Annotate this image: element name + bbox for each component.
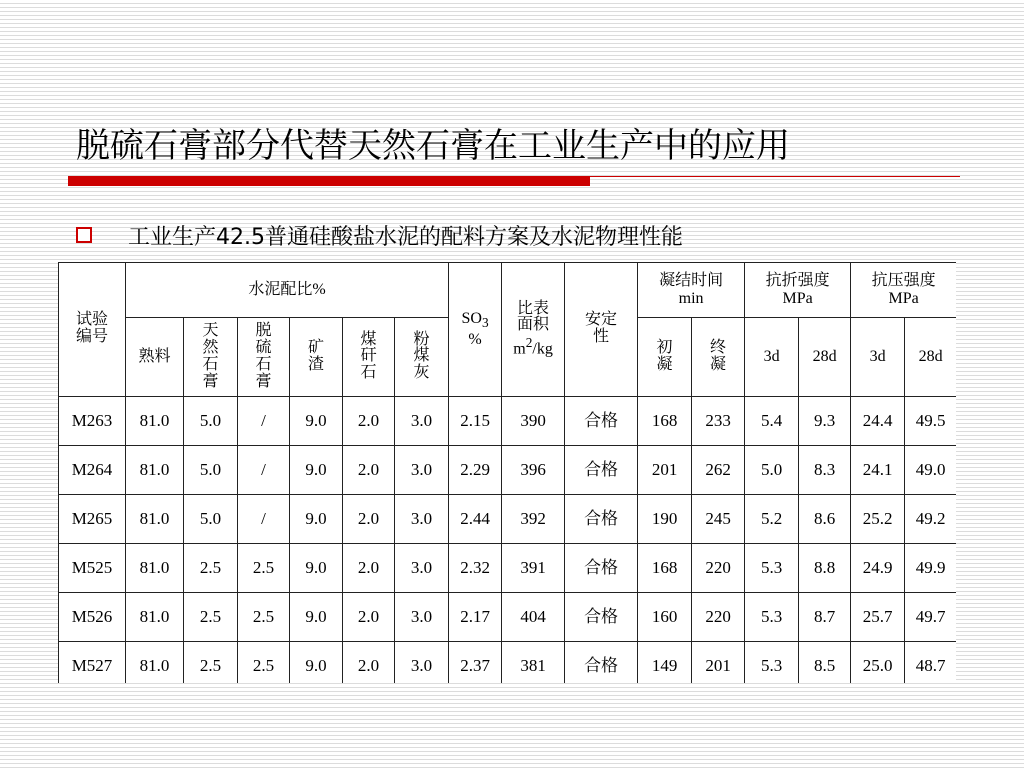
header-test-id: 试验编号 — [59, 263, 126, 397]
table-cell: 168 — [638, 397, 692, 446]
table-cell: 262 — [692, 446, 745, 495]
table-cell-test-id: M265 — [59, 495, 126, 544]
header-flexural-3d: 3d — [745, 318, 799, 397]
table-row — [59, 544, 957, 593]
table-cell: 220 — [692, 544, 745, 593]
table-cell: 49.9 — [905, 544, 956, 593]
header-specific-area: 比表面积 $m^2/kg$ — [502, 263, 565, 397]
square-bullet-icon — [76, 227, 92, 243]
table-cell: 2.0 — [343, 642, 395, 684]
slide-title: 脱硫石膏部分代替天然石膏在工业生产中的应用 — [76, 126, 790, 166]
table-cell: 149 — [638, 642, 692, 684]
table-cell: 3.0 — [395, 446, 449, 495]
table-cell: 168 — [638, 544, 692, 593]
table-cell-test-id: M525 — [59, 544, 126, 593]
table-cell: / — [238, 446, 290, 495]
table-cell: 2.32 — [449, 544, 502, 593]
table-cell: 5.3 — [745, 593, 799, 642]
table-cell: 合格 — [565, 642, 638, 684]
table-cell: 2.5 — [184, 544, 238, 593]
table-cell: 2.37 — [449, 642, 502, 684]
table-cell: 2.0 — [343, 593, 395, 642]
header-compressive-3d: 3d — [851, 318, 905, 397]
header-flexural-group: 抗折强度 MPa — [745, 263, 851, 318]
table-cell: 5.4 — [745, 397, 799, 446]
table-cell: 9.0 — [290, 446, 343, 495]
table-cell: 2.0 — [343, 495, 395, 544]
table-cell: 24.4 — [851, 397, 905, 446]
cement-data-table — [58, 262, 956, 683]
bullet-text: 工业生产42.5普通硅酸盐水泥的配料方案及水泥物理性能 — [128, 225, 683, 250]
header-fly-ash: 粉煤灰 — [395, 318, 449, 397]
table-cell: 5.0 — [184, 397, 238, 446]
table-cell: 2.5 — [184, 593, 238, 642]
table-cell: 190 — [638, 495, 692, 544]
table-cell: 201 — [638, 446, 692, 495]
table-cell: 3.0 — [395, 642, 449, 684]
table-cell: 2.5 — [184, 642, 238, 684]
table-cell: 391 — [502, 544, 565, 593]
header-compressive-group: 抗压强度 MPa — [851, 263, 956, 318]
table-cell: 25.0 — [851, 642, 905, 684]
table-cell: 81.0 — [126, 446, 184, 495]
table-cell: 49.2 — [905, 495, 956, 544]
table-cell: 81.0 — [126, 495, 184, 544]
table-row — [59, 593, 957, 642]
table-cell: 404 — [502, 593, 565, 642]
header-initial-set: 初凝 — [638, 318, 692, 397]
table-cell: 2.5 — [238, 642, 290, 684]
table-cell: 24.1 — [851, 446, 905, 495]
table-cell: 9.3 — [799, 397, 851, 446]
table-cell: 81.0 — [126, 397, 184, 446]
table-cell: 5.0 — [184, 446, 238, 495]
header-natural-gypsum: 天然石膏 — [184, 318, 238, 397]
table-container — [58, 262, 956, 683]
table-cell: 3.0 — [395, 397, 449, 446]
table-cell: 合格 — [565, 495, 638, 544]
table-cell: 2.15 — [449, 397, 502, 446]
table-cell: 81.0 — [126, 593, 184, 642]
table-cell: 8.3 — [799, 446, 851, 495]
table-cell: / — [238, 495, 290, 544]
title-underline-thin — [590, 176, 960, 177]
table-row — [59, 495, 957, 544]
header-stability: 安定性 — [565, 263, 638, 397]
table-cell: 8.6 — [799, 495, 851, 544]
table-cell: 9.0 — [290, 495, 343, 544]
header-so3: $SO_3$ % — [449, 263, 502, 397]
table-cell: 8.8 — [799, 544, 851, 593]
table-cell: 3.0 — [395, 495, 449, 544]
table-cell: 25.7 — [851, 593, 905, 642]
table-cell: / — [238, 397, 290, 446]
table-cell: 2.5 — [238, 593, 290, 642]
table-cell: 5.0 — [184, 495, 238, 544]
table-cell: 2.0 — [343, 446, 395, 495]
header-flexural-28d: 28d — [799, 318, 851, 397]
table-cell: 25.2 — [851, 495, 905, 544]
table-cell: 合格 — [565, 397, 638, 446]
table-row — [59, 642, 957, 684]
table-cell: 9.0 — [290, 642, 343, 684]
table-cell: 5.2 — [745, 495, 799, 544]
table-cell: 5.0 — [745, 446, 799, 495]
header-desulfurization-gypsum: 脱硫石膏 — [238, 318, 290, 397]
header-compressive-28d: 28d — [905, 318, 956, 397]
table-cell: 8.5 — [799, 642, 851, 684]
table-cell: 81.0 — [126, 642, 184, 684]
table-cell: 5.3 — [745, 642, 799, 684]
table-cell: 220 — [692, 593, 745, 642]
table-row — [59, 446, 957, 495]
table-cell: 9.0 — [290, 593, 343, 642]
header-slag: 矿渣 — [290, 318, 343, 397]
table-cell: 2.44 — [449, 495, 502, 544]
title-underline-thick — [68, 176, 590, 186]
table-cell: 2.0 — [343, 544, 395, 593]
table-cell: 8.7 — [799, 593, 851, 642]
header-mix-group: 水泥配比% — [126, 263, 449, 318]
table-cell: 396 — [502, 446, 565, 495]
table-cell: 392 — [502, 495, 565, 544]
table-cell: 233 — [692, 397, 745, 446]
table-cell: 2.5 — [238, 544, 290, 593]
table-cell: 160 — [638, 593, 692, 642]
table-cell: 2.0 — [343, 397, 395, 446]
table-cell: 49.5 — [905, 397, 956, 446]
table-cell: 48.7 — [905, 642, 956, 684]
table-cell: 合格 — [565, 544, 638, 593]
header-clinker: 熟料 — [126, 318, 184, 397]
table-cell-test-id: M263 — [59, 397, 126, 446]
header-final-set: 终凝 — [692, 318, 745, 397]
table-cell: 3.0 — [395, 593, 449, 642]
header-coal-gangue: 煤矸石 — [343, 318, 395, 397]
table-cell: 201 — [692, 642, 745, 684]
table-cell-test-id: M264 — [59, 446, 126, 495]
table-cell: 381 — [502, 642, 565, 684]
table-cell: 3.0 — [395, 544, 449, 593]
table-cell: 245 — [692, 495, 745, 544]
table-cell-test-id: M527 — [59, 642, 126, 684]
table-cell: 合格 — [565, 446, 638, 495]
header-setting-group: 凝结时间 min — [638, 263, 745, 318]
table-body — [59, 397, 957, 684]
table-cell-test-id: M526 — [59, 593, 126, 642]
table-cell: 2.29 — [449, 446, 502, 495]
table-cell: 24.9 — [851, 544, 905, 593]
table-cell: 9.0 — [290, 544, 343, 593]
table-cell: 390 — [502, 397, 565, 446]
table-cell: 49.0 — [905, 446, 956, 495]
table-cell: 81.0 — [126, 544, 184, 593]
table-cell: 2.17 — [449, 593, 502, 642]
table-cell: 49.7 — [905, 593, 956, 642]
table-cell: 5.3 — [745, 544, 799, 593]
table-cell: 合格 — [565, 593, 638, 642]
table-cell: 9.0 — [290, 397, 343, 446]
table-row — [59, 397, 957, 446]
